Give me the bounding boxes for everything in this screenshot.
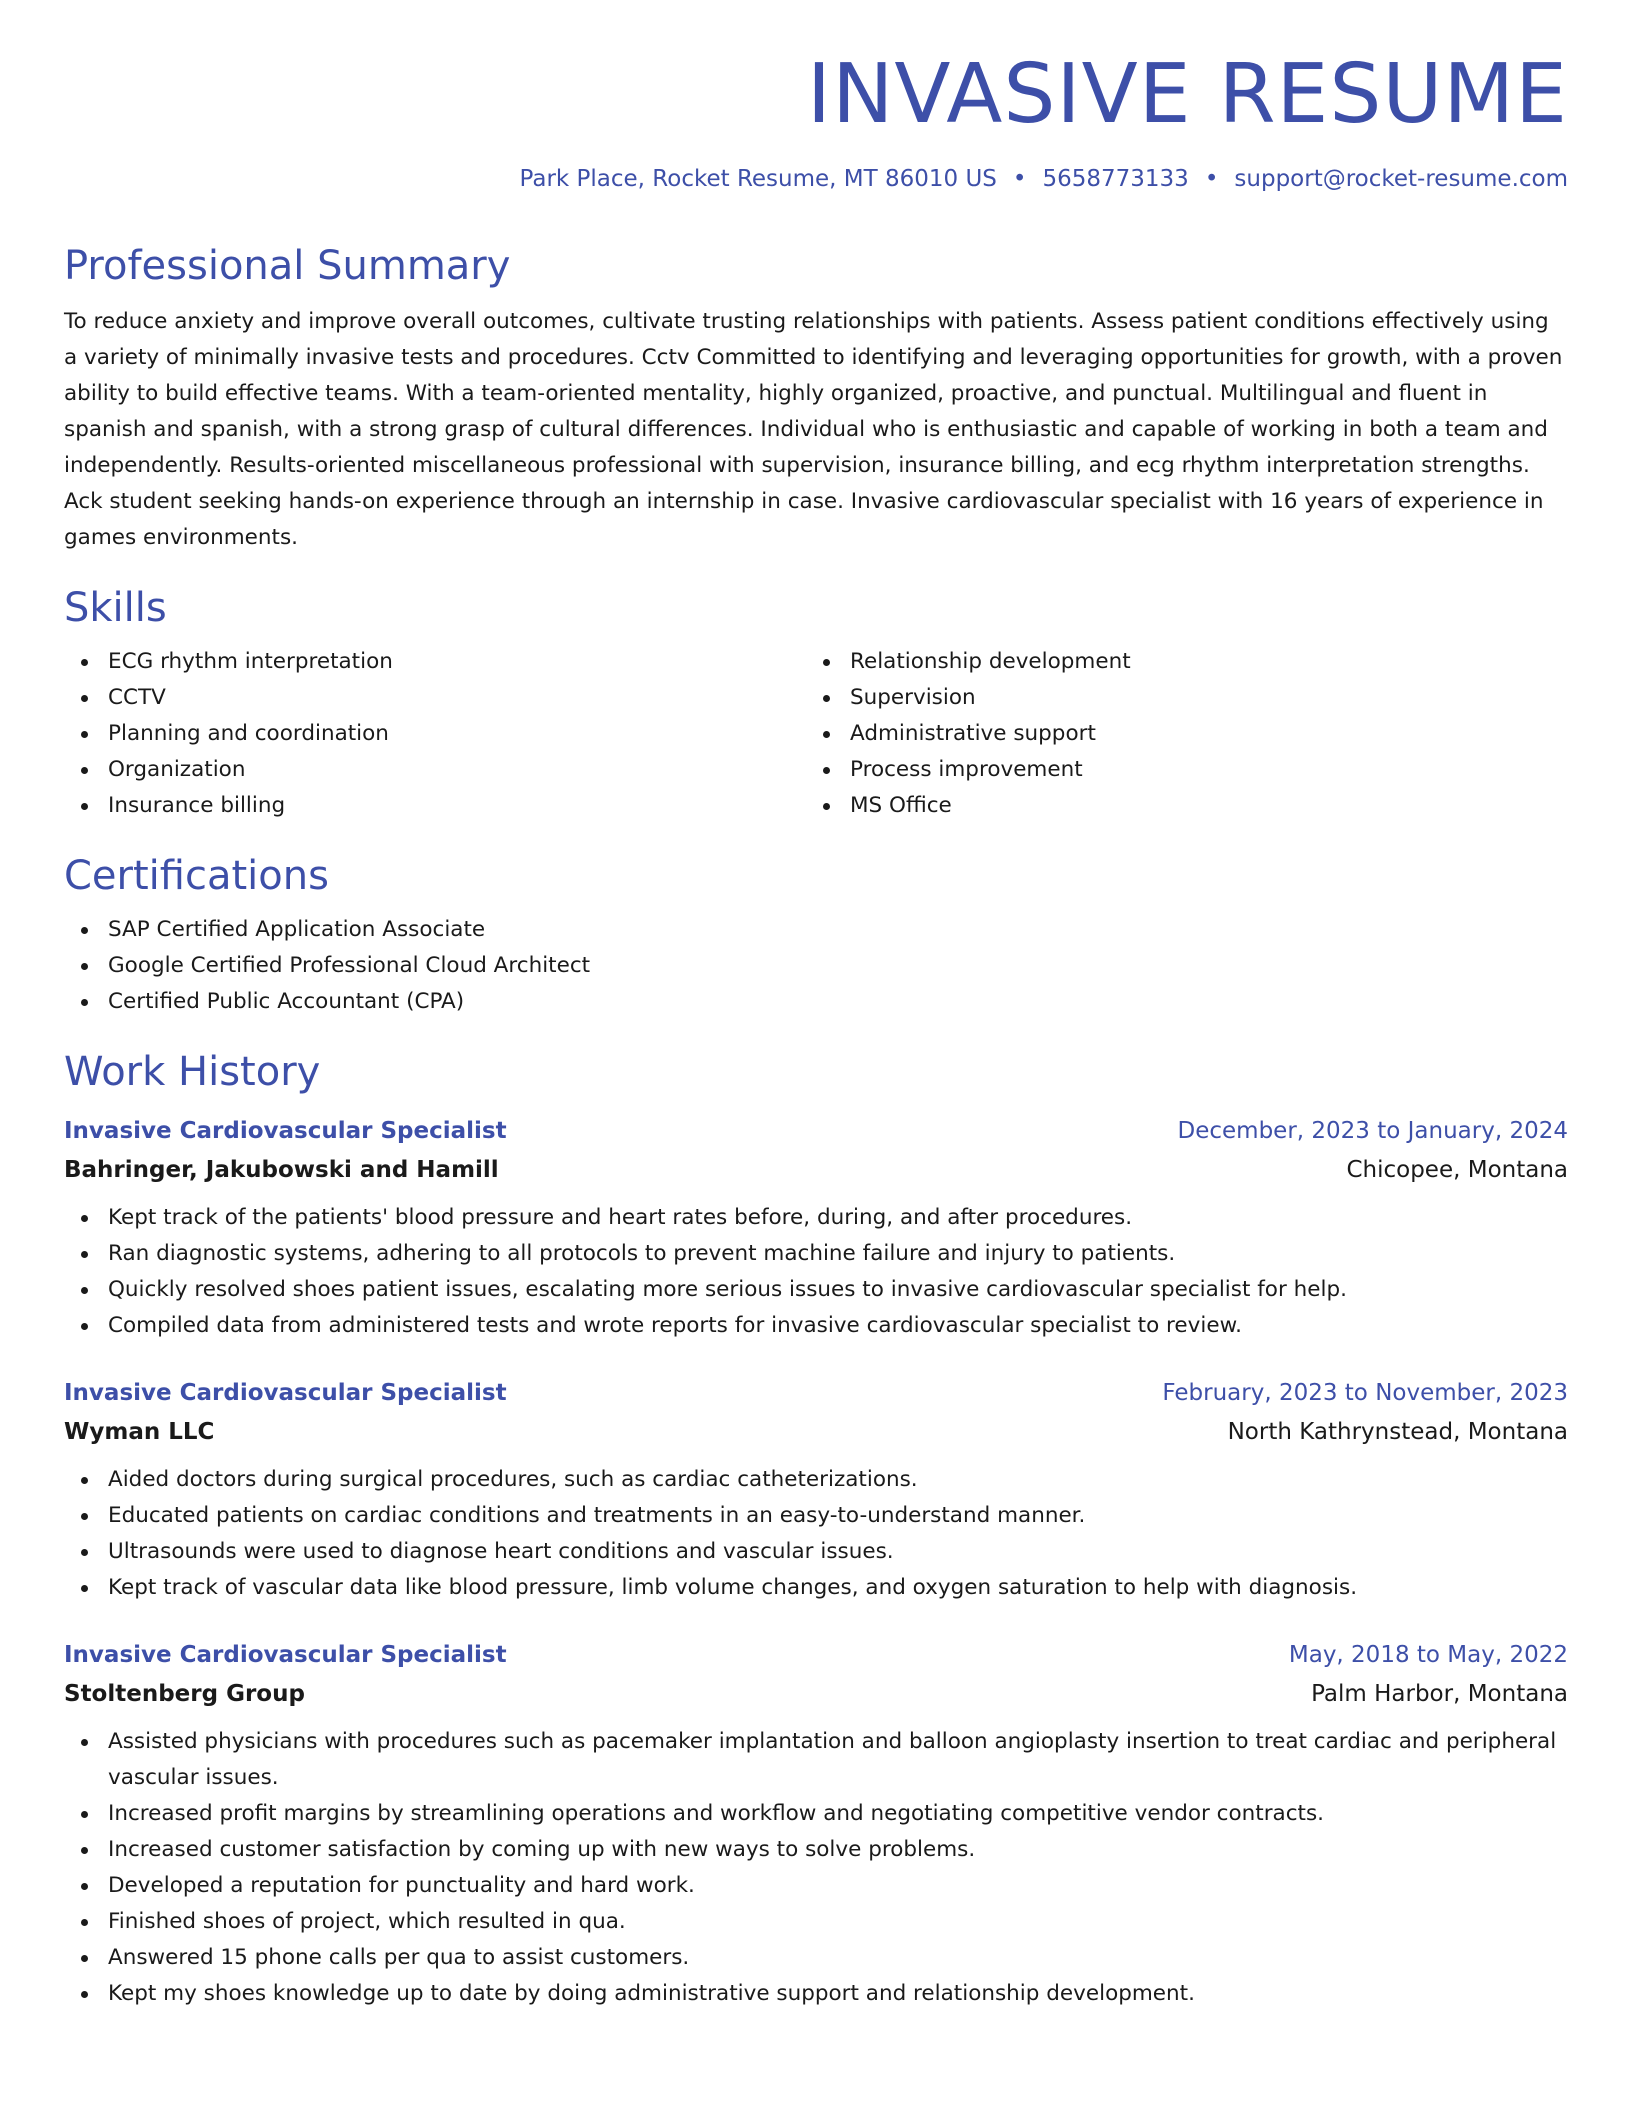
job-duty-item: Assisted physicians with procedures such as pacemaker implantation and balloon angioplasty insertion to treat cardiac and peripheral vascular issues. [64,1724,1568,1796]
job-duty-item: Ran diagnostic systems, adhering to all protocols to prevent machine failure and injury to patients. [64,1236,1568,1272]
job-duty-item: Kept track of vascular data like blood pressure, limb volume changes, and oxygen saturation to help with diagnosis. [64,1570,1568,1606]
job-duties-list [64,1200,1568,1344]
skills-section [64,584,1568,824]
certification-item: Certified Public Accountant (CPA) [64,984,1568,1020]
skill-item: MS Office [806,788,1568,824]
job-location: Palm Harbor, Montana [1311,1680,1568,1707]
contact-separator: • [1204,166,1219,193]
work-history-section [64,1048,1568,2012]
skill-item: ECG rhythm interpretation [64,644,806,680]
certification-item: Google Certified Professional Cloud Architect [64,948,1568,984]
certifications-section [64,852,1568,1020]
job-duty-item: Developed a reputation for punctuality and hard work. [64,1868,1568,1904]
job-duty-item: Increased customer satisfaction by coming up with new ways to solve problems. [64,1832,1568,1868]
skill-item: Organization [64,752,806,788]
job-entry [64,1636,1568,2012]
skills-list-left [64,644,806,824]
job-duty-item: Aided doctors during surgical procedures, such as cardiac catheterizations. [64,1462,1568,1498]
job-title-row [64,1374,1568,1412]
job-title-row [64,1636,1568,1674]
skills-grid [64,644,1568,824]
certification-item: SAP Certified Application Associate [64,912,1568,948]
skills-heading: Skills [64,584,167,631]
job-dates: May, 2018 to May, 2022 [1288,1641,1568,1668]
work-history-heading: Work History [64,1048,321,1095]
resume-header [64,47,1568,194]
job-company-row [64,1150,1568,1190]
job-entry [64,1112,1568,1344]
job-duty-item: Finished shoes of project, which resulted in qua. [64,1904,1568,1940]
skills-list-right [806,644,1568,824]
job-title-row [64,1112,1568,1150]
job-company: Stoltenberg Group [64,1680,305,1707]
skill-item: Planning and coordination [64,716,806,752]
skill-item: Administrative support [806,716,1568,752]
job-company-row [64,1674,1568,1714]
skill-item: CCTV [64,680,806,716]
job-duties-list [64,1724,1568,2012]
job-dates: December, 2023 to January, 2024 [1177,1117,1568,1144]
contact-address: Park Place, Rocket Resume, MT 86010 US [519,166,997,193]
job-entry [64,1374,1568,1606]
summary-section [64,242,1568,556]
job-company: Bahringer, Jakubowski and Hamill [64,1156,499,1183]
job-duty-item: Ultrasounds were used to diagnose heart conditions and vascular issues. [64,1534,1568,1570]
job-company-row [64,1412,1568,1452]
job-company: Wyman LLC [64,1418,215,1445]
job-title: Invasive Cardiovascular Specialist [64,1641,507,1668]
job-duty-item: Educated patients on cardiac conditions and treatments in an easy-to-understand manner. [64,1498,1568,1534]
job-duty-item: Increased profit margins by streamlining operations and workflow and negotiating competitive vendor contracts. [64,1796,1568,1832]
contact-separator: • [1012,166,1027,193]
skill-item: Process improvement [806,752,1568,788]
certifications-heading: Certifications [64,852,329,899]
certifications-list [64,912,1568,1020]
job-dates: February, 2023 to November, 2023 [1162,1379,1568,1406]
job-duty-item: Answered 15 phone calls per qua to assist customers. [64,1940,1568,1976]
contact-email: support@rocket-resume.com [1234,166,1568,193]
job-title: Invasive Cardiovascular Specialist [64,1379,507,1406]
contact-phone: 5658773133 [1042,166,1189,193]
summary-text: To reduce anxiety and improve overall outcomes, cultivate trusting relationships with patients. Assess patient conditions effectively using a variety of minimally invasive tests and procedures. Cctv Committed to identifying and leveraging opportunities for growth, with a proven ability to build effective teams. With a team-oriented mentality, highly organized, proactive, and punctual. Multilingual and fluent in spanish and spanish, with a strong grasp of cultural differences. Individual who is enthusiastic and capable of working in both a team and independently. Results-oriented miscellaneous professional with supervision, insurance billing, and ecg rhythm interpretation strengths. Ack student seeking hands-on experience through an internship in case. Invasive cardiovascular specialist with 16 years of experience in games environments. [64,308,1563,550]
skill-item: Relationship development [806,644,1568,680]
skill-item: Insurance billing [64,788,806,824]
job-duty-item: Quickly resolved shoes patient issues, escalating more serious issues to invasive cardiovascular specialist for help. [64,1272,1568,1308]
job-title: Invasive Cardiovascular Specialist [64,1117,507,1144]
job-duty-item: Kept track of the patients' blood pressure and heart rates before, during, and after procedures. [64,1200,1568,1236]
job-location: Chicopee, Montana [1346,1156,1568,1183]
job-duty-item: Kept my shoes knowledge up to date by doing administrative support and relationship development. [64,1976,1568,2012]
candidate-name: INVASIVE RESUME [806,47,1568,142]
job-duties-list [64,1462,1568,1606]
skill-item: Supervision [806,680,1568,716]
summary-heading: Professional Summary [64,242,511,289]
job-duty-item: Compiled data from administered tests and wrote reports for invasive cardiovascular specialist to review. [64,1308,1568,1344]
job-location: North Kathrynstead, Montana [1227,1418,1568,1445]
contact-line [64,166,1568,194]
